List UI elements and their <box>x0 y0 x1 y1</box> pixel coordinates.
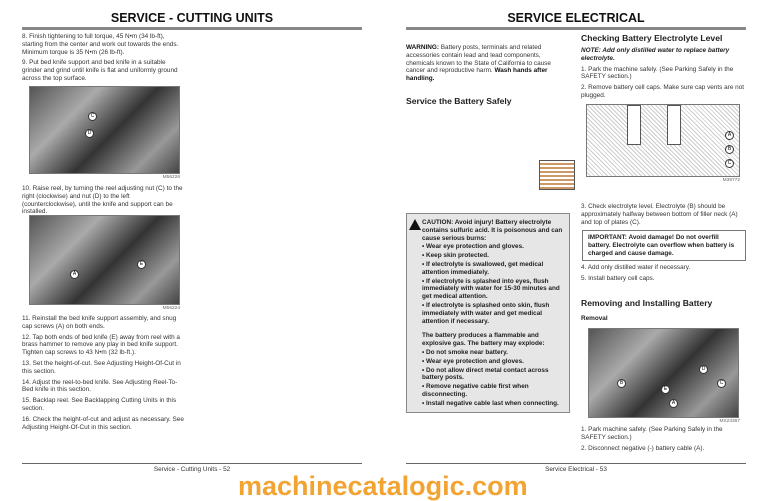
step-10: 10. Raise reel, by turning the reel adjusting nut (C) to the right (clockwise) and nut (D) to the left (counterclockwise), until the knife and support can be installed. <box>22 185 183 216</box>
caution-item: • If electrolyte is splashed onto skin, flush immediately with water and get medical attention if necessary. <box>422 301 550 325</box>
figure-reel-adjusting-nuts <box>29 86 180 174</box>
caution-box <box>406 213 570 413</box>
right-page-title: SERVICE ELECTRICAL <box>507 11 645 25</box>
figure-label: C <box>717 379 726 388</box>
figure-label: B <box>725 145 734 154</box>
note: NOTE: Add only distilled water to replace battery electrolyte. <box>581 47 730 62</box>
check-step-1: 1. Park the machine safely. (See Parking Safely in the SAFETY section.) <box>581 65 734 81</box>
check-step-3: 3. Check electrolyte level. Electrolyte (B) should be approximately halfway between bottom of filler neck (A) and top of plates (C). <box>581 203 738 226</box>
right-page-footer: Service Electrical - 53 <box>545 466 607 473</box>
step-13: 13. Set the height-of-cut. See Adjusting Height-Of-Cut in this section. <box>22 359 181 375</box>
figure-caption: M56224 <box>162 306 180 311</box>
gas-item: • Do not smoke near battery. <box>422 348 508 356</box>
figure-caption: M39772 <box>722 178 740 183</box>
filler-neck <box>667 105 681 145</box>
step-15: 15. Backlap reel. See Backlapping Cutting Units in this section. <box>22 397 177 412</box>
figure-label: C <box>725 159 734 168</box>
warning-bold: Wash hands after handling. <box>406 67 548 83</box>
left-page-title: SERVICE - CUTTING UNITS <box>110 11 274 25</box>
figure-bed-knife <box>29 215 180 305</box>
caution-item: • Wear eye protection and gloves. <box>422 243 524 251</box>
caution-intro: CAUTION: Avoid injury! Battery electrolyte contains sulfuric acid. It is poisonous and can cause serious burns: <box>422 219 563 242</box>
figure-label: E <box>137 260 146 269</box>
step-16: 16. Check the height-of-cut and adjust as necessary. See Adjusting Height-Of-Cut in this section. <box>22 415 184 431</box>
warning-text <box>406 44 568 83</box>
figure-caption: M56226 <box>162 175 180 180</box>
checking-section <box>581 33 746 100</box>
left-steps-top <box>22 33 186 83</box>
figure-label: A <box>669 399 678 408</box>
gas-item: • Remove negative cable first when disconnecting. <box>422 383 529 398</box>
check-step-5: 5. Install battery cell caps. <box>581 275 655 282</box>
left-footer-rule <box>22 463 362 464</box>
figure-label: E <box>661 385 670 394</box>
left-header-rule <box>22 27 362 30</box>
gas-item: • Do not allow direct metal contact across battery posts. <box>422 366 549 382</box>
gas-item: • Install negative cable last when connecting. <box>422 399 559 407</box>
left-steps-bottom <box>22 315 186 431</box>
important-box: IMPORTANT: Avoid damage! Do not overfill battery. Electrolyte can overflow when battery is charged and cause damage. <box>582 230 746 261</box>
figure-caption: MX23367 <box>719 419 740 424</box>
figure-label: B <box>617 379 626 388</box>
right-footer-rule <box>406 463 746 464</box>
battery-cartoon-icon <box>539 160 575 190</box>
checking-heading: Checking Battery Electrolyte Level <box>581 33 723 43</box>
step-11: 11. Reinstall the bed knife support assembly, and snug cap screws (A) on both ends. <box>22 315 177 330</box>
safety-heading: Service the Battery Safely <box>406 96 512 106</box>
removal-step-2: 2. Disconnect negative (-) battery cable (A). <box>581 445 705 452</box>
warning-body: Battery posts, terminals and related accessories contain lead and lead components, chemicals known to the State of California to cause cancer and reproductive harm. <box>406 44 551 75</box>
step-8: 8. Finish tightening to full torque, 45 N•m (34 lb-ft), starting from the center and work out towards the ends. Minimum torque is 35 N•m (26 lb-ft). <box>22 33 179 56</box>
figure-label: D <box>85 129 94 138</box>
step-14: 14. Adjust the reel-to-bed knife. See Adjusting Reel-To-Bed knife in this section. <box>22 378 178 394</box>
removal-subheading: Removal <box>581 315 608 322</box>
watermark: machinecatalogic.com <box>238 471 528 501</box>
figure-label: C <box>88 112 97 121</box>
right-header-rule <box>406 27 746 30</box>
removing-heading: Removing and Installing Battery <box>581 298 713 308</box>
figure-label: D <box>699 365 708 374</box>
removal-step-1: 1. Park machine safely. (See Parking Safely in the SAFETY section.) <box>581 426 723 441</box>
check-step-4: 4. Add only distilled water if necessary. <box>581 264 691 271</box>
caution-item: • If electrolyte is swallowed, get medical attention immediately. <box>422 260 544 276</box>
figure-battery-cell-diagram <box>586 104 740 177</box>
check-step-2: 2. Remove battery cell caps. Make sure cap vents are not plugged. <box>581 84 745 99</box>
figure-label: A <box>70 270 79 279</box>
step-9: 9. Put bed knife support and bed knife in a suitable grinder and grind until knife is flat and uniformly ground across the top surface. <box>22 59 178 82</box>
figure-battery-photo <box>588 328 739 418</box>
caution-item: • If electrolyte is splashed into eyes, flush immediately with water for 15-30 minutes and get medical attention. <box>422 277 560 301</box>
gas-intro: The battery produces a flammable and explosive gas. The battery may explode: <box>422 332 545 348</box>
left-page-footer: Service - Cutting Units - 52 <box>153 466 231 473</box>
warning-triangle-icon <box>409 219 421 230</box>
filler-neck <box>627 105 641 145</box>
step-12: 12. Tap both ends of bed knife (E) away from reel with a brass hammer to remove any play in bed knife support. Tighten cap screws to 43 N•m (32 lb-ft.). <box>22 333 180 357</box>
caution-item: • Keep skin protected. <box>422 252 489 260</box>
warning-label: WARNING: <box>406 44 440 51</box>
figure-label: A <box>725 131 734 140</box>
gas-item: • Wear eye protection and gloves. <box>422 357 524 365</box>
